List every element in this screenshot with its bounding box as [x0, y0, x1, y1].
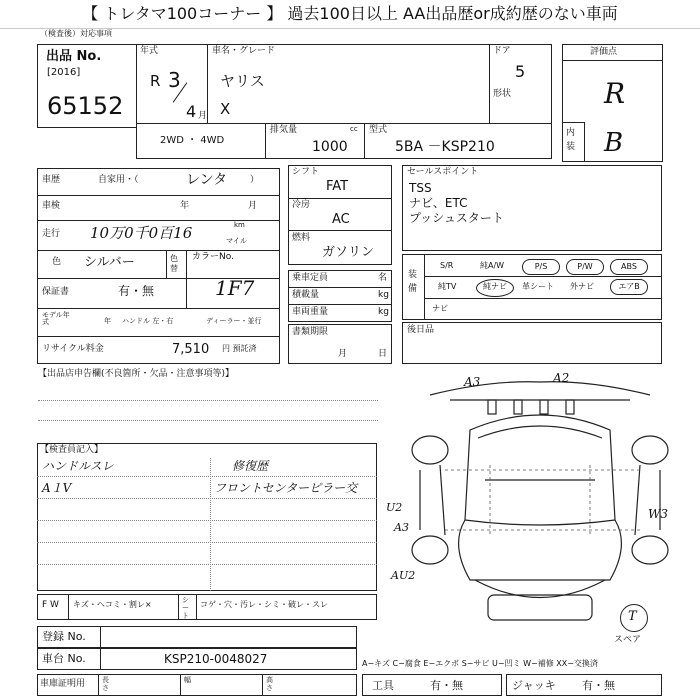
- inspector-label: 【検査員記入】: [40, 445, 104, 455]
- equip-sr: S/R: [440, 261, 454, 270]
- fw-scratch-options: キズ・ヘコミ・割レ×: [73, 600, 152, 609]
- color-change-label: 色替: [170, 254, 178, 273]
- displacement-value: 1000: [312, 139, 348, 155]
- cooling-value: AC: [332, 212, 350, 227]
- year-value: 3: [168, 68, 181, 92]
- recycle-unit: 円 預託済: [222, 344, 257, 353]
- interior-score: B: [604, 128, 624, 158]
- cert-width-label: 幅: [184, 676, 191, 684]
- model-name: ヤリス: [220, 72, 265, 90]
- tools-value: 有・無: [430, 679, 463, 692]
- load-label: 積載量: [292, 290, 320, 300]
- model-year-label: モデル年式: [42, 311, 70, 326]
- color-value: シルバー: [84, 255, 135, 270]
- recycle-label: リサイクル料金: [42, 344, 104, 354]
- history-options: 自家用・（: [98, 175, 139, 185]
- year-era: R: [150, 72, 161, 90]
- color-code: 1F7: [215, 276, 255, 300]
- capacity-unit: 名: [378, 273, 388, 283]
- inspector-note-2: 修復歴: [232, 459, 269, 473]
- equip-ps: P/S: [522, 259, 560, 275]
- warranty-label: 保証書: [42, 287, 70, 297]
- mileage-unit-mile: マイル: [226, 237, 247, 245]
- chassis-value: KSP210-0048027: [164, 652, 268, 666]
- history-value: レンタ: [186, 172, 228, 188]
- damage-mark-w3: W3: [648, 507, 668, 521]
- jack-label: ジャッキ: [512, 679, 556, 692]
- cooling-label: 冷房: [292, 200, 311, 210]
- chassis-label: 車台 No.: [42, 652, 86, 665]
- inspector-note-3: A１V: [42, 481, 72, 495]
- drive-options: 2WD ・ 4WD: [160, 135, 225, 146]
- displacement-label: 排気量: [270, 125, 298, 135]
- registration-month-unit: 月: [338, 349, 348, 359]
- seat-label: シート: [182, 596, 189, 620]
- weight-label: 車両重量: [292, 307, 329, 317]
- detail-box: [37, 168, 280, 364]
- damage-legend: A−キズ C−腐食 E−エクボ S−サビ U−凹ミ W−補修 XX−交換済: [362, 659, 598, 668]
- equip-alloy: 純A/W: [480, 261, 505, 270]
- spare-label: スペア: [614, 635, 642, 645]
- fuel-value: ガソリン: [322, 245, 375, 260]
- handle-options: ハンドル 左・右: [122, 317, 174, 325]
- cert-length-label: 長さ: [102, 676, 109, 692]
- type-value: 5BA －KSP210: [395, 139, 495, 155]
- capacity-label: 乗車定員: [292, 273, 329, 283]
- history-close: ）: [250, 175, 260, 185]
- grade-name: X: [220, 100, 231, 118]
- lot-sub-label: [2016]: [47, 67, 81, 78]
- equip-abs: ABS: [610, 259, 648, 275]
- mileage-unit-km: km: [234, 221, 245, 229]
- equip-ext-navi: 外ナビ: [570, 282, 594, 291]
- cert-label: 車庫証明用: [40, 679, 86, 689]
- damage-mark-a2-top: A2: [553, 371, 570, 385]
- equip-navi-note: ナビ: [432, 304, 448, 313]
- shape-label: 形状: [493, 89, 512, 99]
- damage-mark-a3-left: A3: [394, 521, 409, 534]
- name-label: 車名・グレード: [212, 46, 276, 56]
- door-box: [489, 44, 552, 124]
- equip-tv: 純TV: [438, 282, 457, 291]
- equip-pw: P/W: [566, 259, 604, 275]
- model-year-unit: 年: [104, 317, 111, 325]
- displacement-unit: cc: [350, 125, 358, 133]
- dealer-options: ディーラー・並行: [206, 317, 262, 325]
- interior-label: 内装: [566, 128, 576, 152]
- sales-point-2: ナビ、ETC: [409, 196, 468, 210]
- sales-points-label: セールスポイント: [407, 167, 479, 177]
- door-value: 5: [515, 62, 526, 81]
- inspection-year-unit: 年: [180, 201, 190, 211]
- recycle-value: 7,510: [172, 342, 210, 357]
- damage-mark-u2: U2: [386, 501, 403, 514]
- car-diagram: [390, 370, 690, 635]
- seller-report-label: 【出品店申告欄(不良箇所・欠品・注意事項等)】: [38, 369, 235, 379]
- mileage-label: 走行: [42, 229, 61, 239]
- equip-leather: 革シート: [522, 282, 554, 291]
- registration-day-unit: 日: [378, 349, 388, 359]
- reg-no-label: 登録 No.: [42, 630, 86, 643]
- year-label: 年式: [140, 46, 159, 56]
- equipment-label: 装備: [408, 270, 418, 294]
- color-code-label: カラーNo.: [192, 252, 234, 262]
- mileage-value: 10万0千0百16: [90, 224, 193, 242]
- tools-label: 工具: [372, 679, 394, 692]
- fw-label: F W: [42, 600, 59, 610]
- weight-unit: kg: [378, 307, 389, 317]
- equip-airbag: エアB: [610, 279, 648, 295]
- load-unit: kg: [378, 290, 389, 300]
- equip-navi: 純ナビ: [476, 279, 514, 297]
- fuel-label: 燃料: [292, 233, 311, 243]
- spare-mark: T: [628, 609, 637, 624]
- later-items-box: [402, 322, 662, 364]
- evaluation-label: 評価点: [590, 47, 618, 57]
- later-items-label: 後日品: [407, 325, 435, 335]
- door-label: ドア: [493, 46, 511, 56]
- cert-height-label: 高さ: [266, 676, 273, 692]
- inspector-note-1: ハンドルスレ: [42, 459, 114, 473]
- inspection-month-unit: 月: [248, 201, 258, 211]
- inspector-note-4: フロントセンターピラー交: [214, 481, 358, 495]
- lot-number: 65152: [47, 92, 124, 120]
- header-note: （検査後）対応事項: [40, 29, 112, 38]
- year-month-unit: 月: [198, 111, 208, 121]
- warranty-value: 有・無: [118, 284, 155, 298]
- damage-mark-au2: AU2: [391, 569, 416, 582]
- year-month: 4: [186, 102, 197, 121]
- sales-point-3: プッシュスタート: [409, 211, 504, 225]
- evaluation-score: R: [604, 77, 626, 110]
- type-label: 型式: [369, 125, 388, 135]
- shift-value: FAT: [326, 179, 349, 194]
- jack-value: 有・無: [582, 679, 615, 692]
- shift-label: シフト: [292, 167, 320, 177]
- inspection-label: 車検: [42, 201, 61, 211]
- banner-title: 【 トレタマ100コーナー 】 過去100日以上 AA出品歴or成約歴のない車両: [0, 0, 700, 29]
- lot-label: 出品 No.: [46, 49, 102, 64]
- sales-point-1: TSS: [409, 181, 432, 195]
- damage-mark-a3-top: A3: [464, 375, 481, 389]
- registration-label: 書類期限: [292, 327, 329, 337]
- color-label: 色: [52, 257, 62, 267]
- seat-options: コゲ・穴・汚レ・シミ・破レ・スレ: [200, 600, 328, 609]
- history-label: 車歴: [42, 175, 61, 185]
